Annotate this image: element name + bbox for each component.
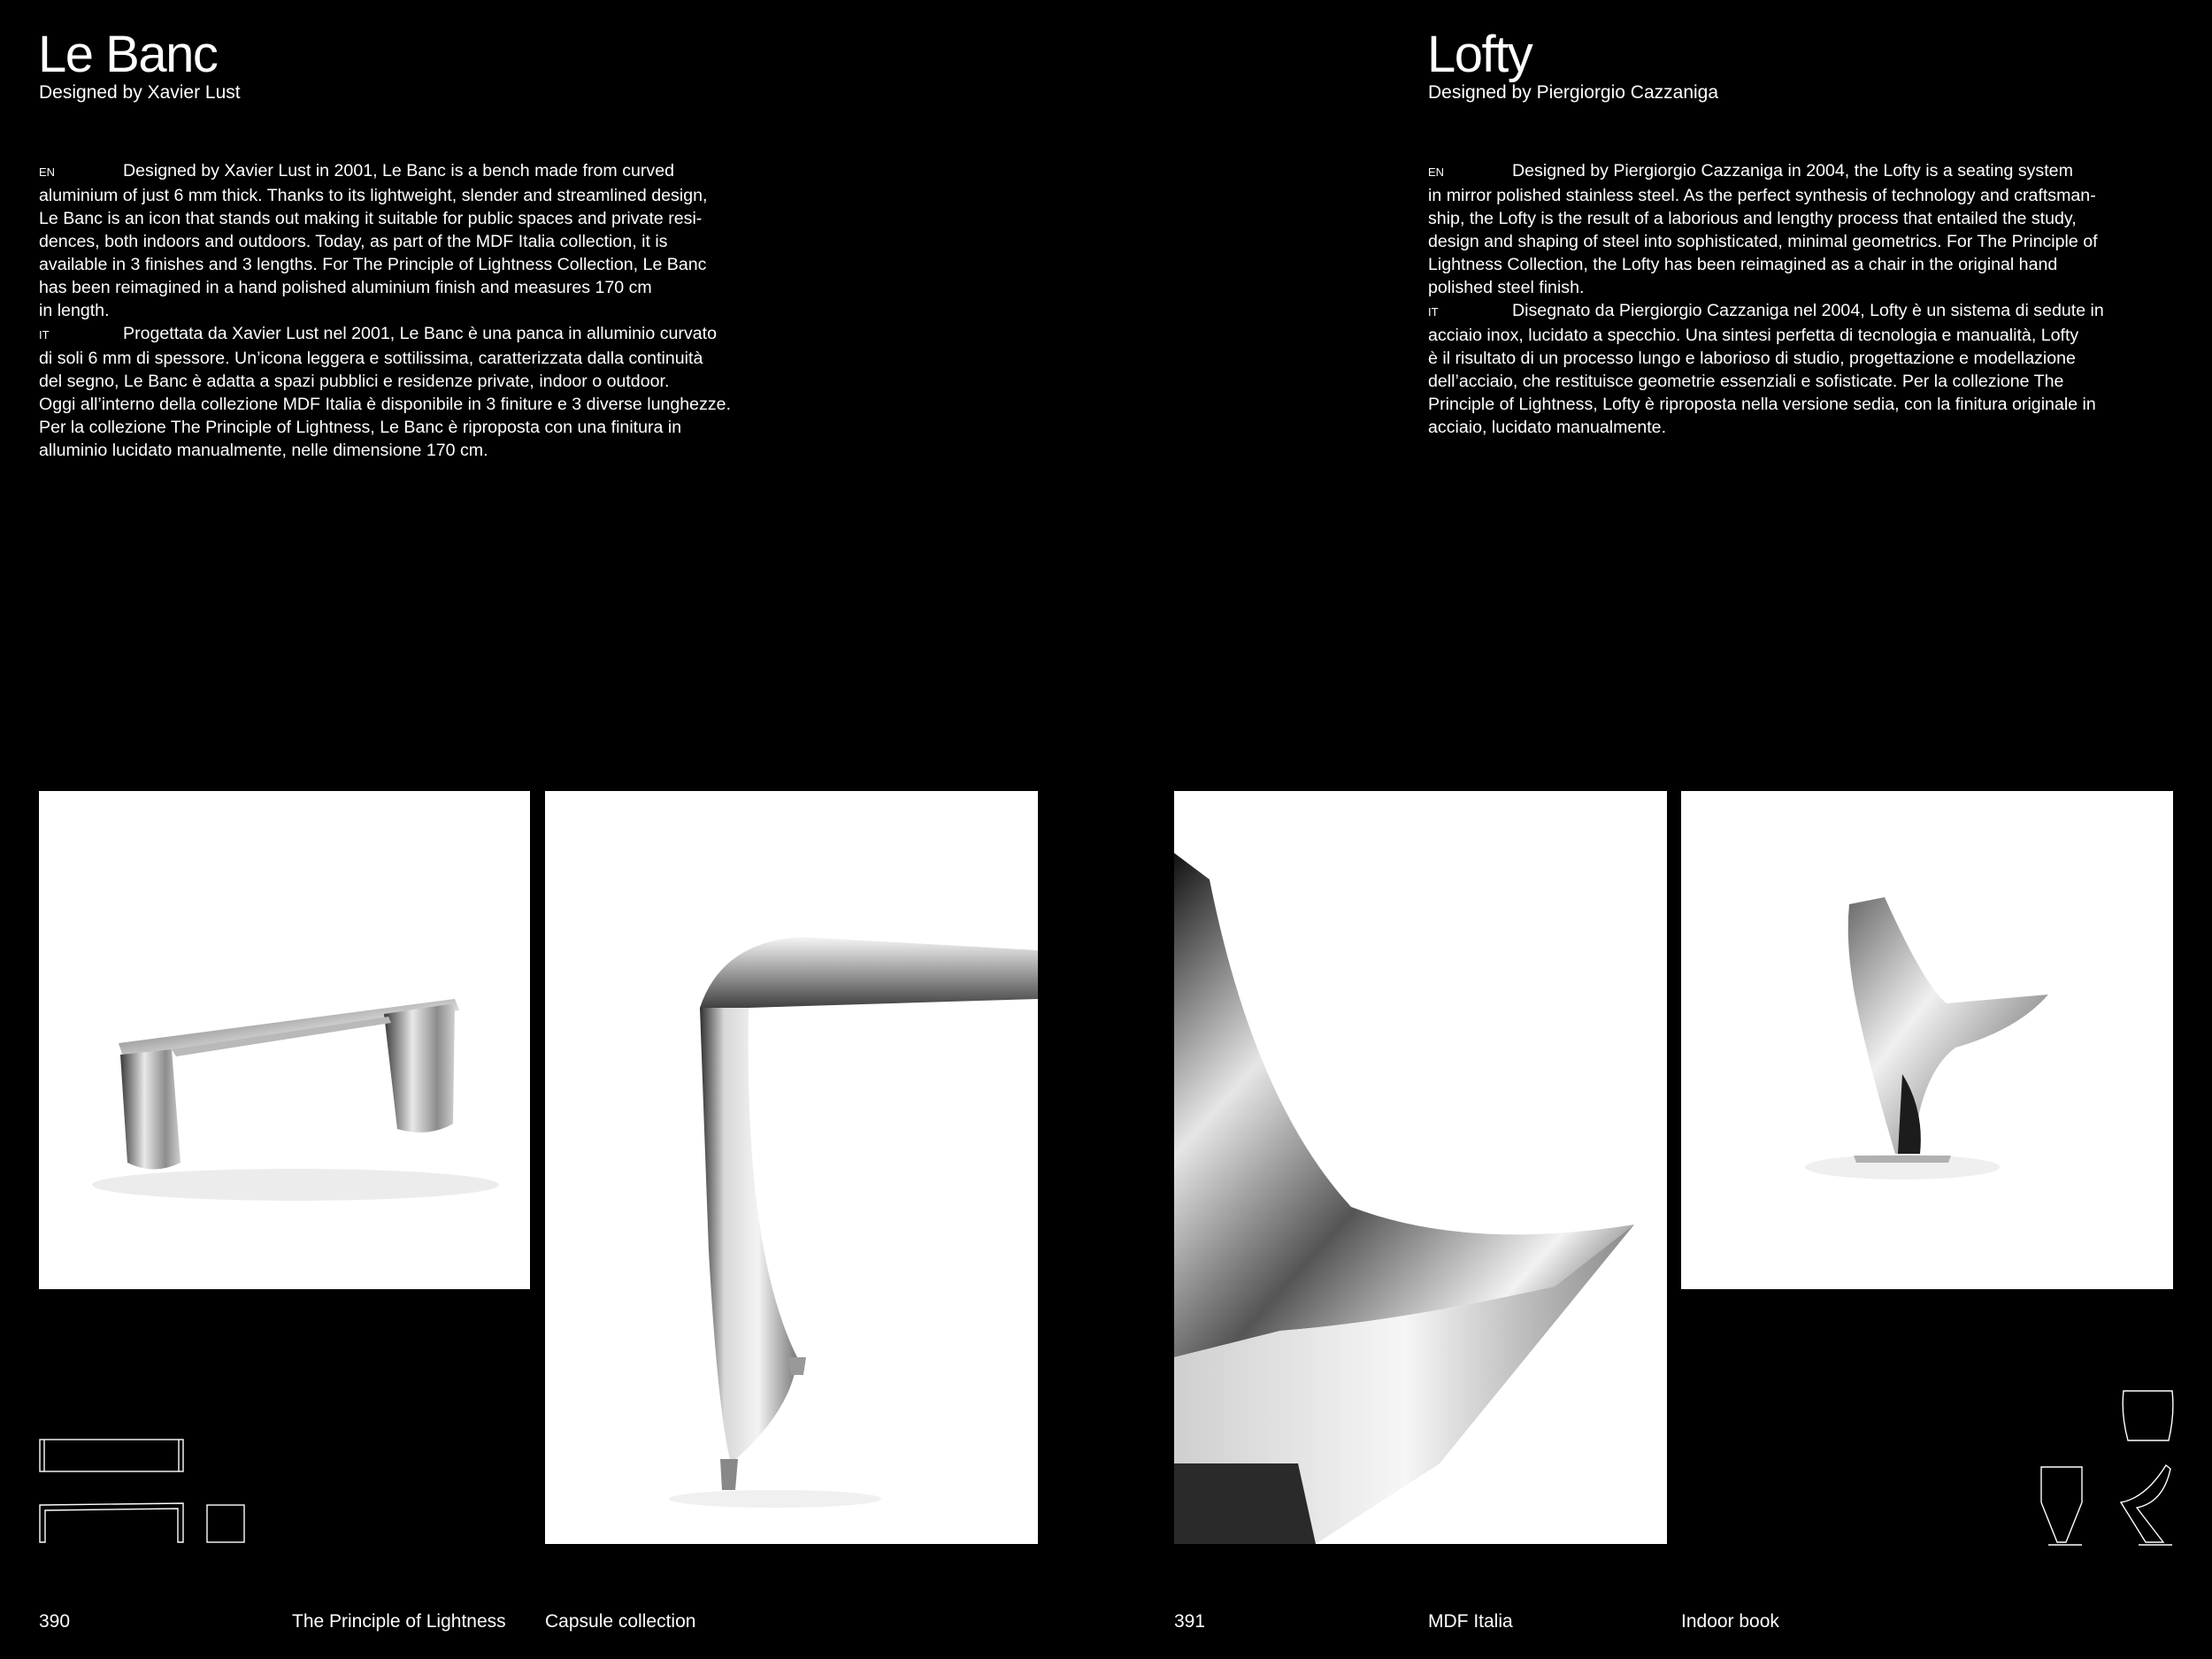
italian-paragraph-le-banc bbox=[39, 322, 800, 462]
text-line: ship, the Lofty is the result of a laborious and lengthy process that entailed the study, bbox=[1428, 209, 2077, 228]
language-tag-it: IT bbox=[39, 328, 50, 342]
english-paragraph-lofty bbox=[1428, 159, 2189, 299]
english-paragraph-le-banc bbox=[39, 159, 800, 322]
page-number-left: 390 bbox=[39, 1611, 71, 1632]
text-line: has been reimagined in a hand polished aluminium finish and measures 170 cm bbox=[39, 278, 652, 297]
lofty-chair-photo bbox=[1681, 791, 2173, 1289]
italian-paragraph-lofty bbox=[1428, 299, 2189, 439]
bench-side-view-drawing bbox=[207, 1505, 244, 1542]
text-line: Oggi all’interno della collezione MDF Italia è disponibile in 3 finiture e 3 diverse lunghezze. bbox=[39, 395, 732, 414]
text-line: alluminio lucidato manualmente, nelle dimensione 170 cm. bbox=[39, 441, 488, 460]
description-lofty bbox=[1428, 159, 2189, 439]
language-tag-en: EN bbox=[1428, 165, 1445, 179]
text-line: del segno, Le Banc è adatta a spazi pubblici e residenze private, indoor o outdoor. bbox=[39, 372, 670, 391]
text-line: EN Designed by Xavier Lust in 2001, Le Banc is a bench made from curved bbox=[39, 159, 800, 184]
le-banc-bench-photo bbox=[39, 791, 530, 1289]
page-title-lofty: Lofty bbox=[1427, 26, 1532, 83]
bench-front-view-drawing bbox=[40, 1503, 183, 1542]
text-line: acciaio, lucidato manualmente. bbox=[1428, 418, 1667, 437]
text-line: available in 3 finishes and 3 lengths. For The Principle of Lightness Collection, Le Banc bbox=[39, 255, 707, 274]
text-line: aluminium of just 6 mm thick. Thanks to its lightweight, slender and streamlined design, bbox=[39, 186, 708, 205]
lofty-detail-photo bbox=[1174, 791, 1667, 1544]
footer-book-name: Indoor book bbox=[1681, 1611, 1779, 1632]
text-line: in length. bbox=[39, 301, 110, 320]
text-line: Per la collezione The Principle of Lightness, Le Banc è riproposta con una finitura in bbox=[39, 418, 682, 437]
text-line: EN Designed by Piergiorgio Cazzaniga in 2004, the Lofty is a seating system bbox=[1428, 159, 2189, 184]
text-line: è il risultato di un processo lungo e laborioso di studio, progettazione e modellazione bbox=[1428, 349, 2076, 368]
text-line: dences, both indoors and outdoors. Today, as part of the MDF Italia collection, it is bbox=[39, 232, 668, 251]
footer-collection-title: The Principle of Lightness bbox=[292, 1611, 506, 1632]
chair-top-view-drawing bbox=[2123, 1391, 2173, 1440]
footer-brand-name: MDF Italia bbox=[1428, 1611, 1513, 1632]
lofty-technical-drawings bbox=[2039, 1387, 2177, 1547]
text-line: dell’acciaio, che restituisce geometrie essenziali e sofisticate. Per la collezione The bbox=[1428, 372, 2064, 391]
text-line: Lightness Collection, the Lofty has been reimagined as a chair in the original hand bbox=[1428, 255, 2058, 274]
text-line: Le Banc is an icon that stands out making it suitable for public spaces and private resi- bbox=[39, 209, 703, 228]
footer-section-name: Capsule collection bbox=[545, 1611, 696, 1632]
le-banc-technical-drawings bbox=[39, 1438, 251, 1544]
text-line: di soli 6 mm di spessore. Un’icona leggera e sottilissima, caratterizzata dalla continuità bbox=[39, 349, 703, 368]
designer-credit-le-banc: Designed by Xavier Lust bbox=[39, 82, 241, 103]
bench-top-view-drawing bbox=[40, 1440, 183, 1471]
text-line: in mirror polished stainless steel. As the perfect synthesis of technology and craftsman- bbox=[1428, 186, 2096, 205]
text-line: design and shaping of steel into sophisticated, minimal geometrics. For The Principle of bbox=[1428, 232, 2098, 251]
text-line: polished steel finish. bbox=[1428, 278, 1585, 297]
page-title-le-banc: Le Banc bbox=[38, 26, 218, 83]
designer-credit-lofty: Designed by Piergiorgio Cazzaniga bbox=[1428, 82, 1719, 103]
le-banc-detail-photo bbox=[545, 791, 1038, 1544]
language-tag-it: IT bbox=[1428, 305, 1439, 319]
page-number-right: 391 bbox=[1174, 1611, 1206, 1632]
description-le-banc bbox=[39, 159, 800, 462]
chair-side-view-drawing bbox=[2121, 1465, 2170, 1542]
text-line: IT Disegnato da Piergiorgio Cazzaniga nel 2004, Lofty è un sistema di sedute in bbox=[1428, 299, 2189, 324]
text-line: Principle of Lightness, Lofty è riproposta nella versione sedia, con la finitura originale in bbox=[1428, 395, 2096, 414]
text-line: acciaio inox, lucidato a specchio. Una sintesi perfetta di tecnologia e manualità, Lofty bbox=[1428, 326, 2079, 345]
text-line: IT Progettata da Xavier Lust nel 2001, Le Banc è una panca in alluminio curvato bbox=[39, 322, 800, 347]
language-tag-en: EN bbox=[39, 165, 56, 179]
chair-front-view-drawing bbox=[2041, 1467, 2082, 1542]
